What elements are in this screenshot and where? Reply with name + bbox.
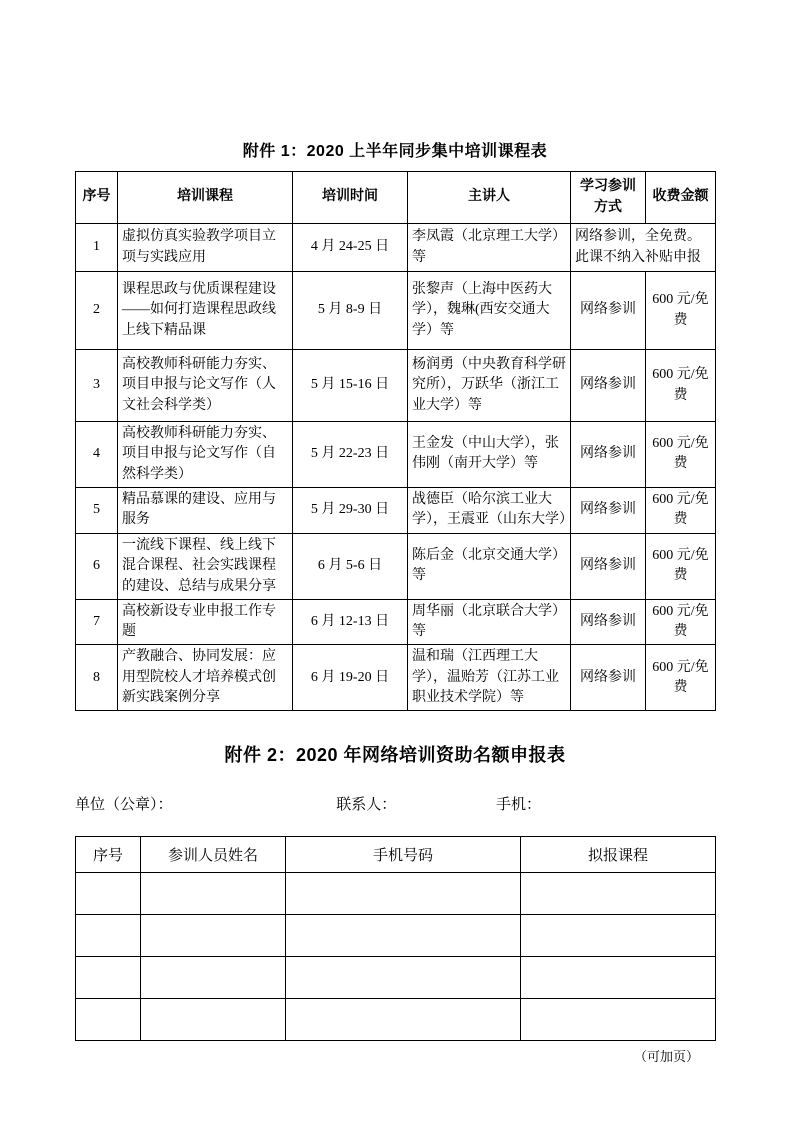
application-table-head: [76, 837, 716, 873]
application-empty-row: [76, 957, 716, 999]
course-row: [76, 224, 716, 272]
empty-phone-cell: [286, 873, 521, 915]
course-fee-cell: 600 元/免费: [646, 272, 716, 350]
course-method-cell: 网络参训: [571, 645, 646, 711]
course-method-cell: 网络参训: [571, 533, 646, 599]
course-method-cell: 网络参训: [571, 487, 646, 533]
apply-header-phone: 手机号码: [286, 837, 521, 873]
unit-seal-label: 单位（公章）：: [75, 797, 173, 814]
course-method-cell: 网络参训: [571, 422, 646, 488]
course-row: [76, 533, 716, 599]
course-speaker-cell: 杨润勇（中央教育科学研究所），万跃华（浙江工业大学）等: [408, 350, 571, 422]
course-speaker-cell: 周华丽（北京联合大学）等: [408, 599, 571, 645]
application-empty-row: [76, 915, 716, 957]
course-name-cell: 高校教师科研能力夯实、项目申报与论文写作（自然科学类）: [118, 422, 293, 488]
course-row: [76, 272, 716, 350]
header-no: 序号: [76, 172, 118, 224]
course-row: [76, 487, 716, 533]
empty-no-cell: [76, 999, 141, 1041]
application-table: [75, 836, 716, 1041]
application-empty-row: [76, 873, 716, 915]
course-method-cell: 网络参训: [571, 272, 646, 350]
empty-name-cell: [141, 957, 286, 999]
header-method: 学习参训方式: [571, 172, 646, 224]
course-schedule-table: [75, 171, 716, 711]
empty-phone-cell: [286, 957, 521, 999]
empty-phone-cell: [286, 915, 521, 957]
empty-course-cell: [521, 915, 716, 957]
course-speaker-cell: 张黎声（上海中医药大学），魏琳(西安交通大学）等: [408, 272, 571, 350]
course-time-cell: 6 月 5-6 日: [293, 533, 408, 599]
application-header-row: [76, 837, 716, 873]
header-speaker: 主讲人: [408, 172, 571, 224]
course-method-cell: 网络参训: [571, 350, 646, 422]
course-fee-cell: 600 元/免费: [646, 487, 716, 533]
course-speaker-cell: 战德臣（哈尔滨工业大学），王震亚（山东大学）: [408, 487, 571, 533]
empty-no-cell: [76, 873, 141, 915]
course-no-cell: 3: [76, 350, 118, 422]
empty-name-cell: [141, 873, 286, 915]
course-no-cell: 8: [76, 645, 118, 711]
empty-course-cell: [521, 999, 716, 1041]
empty-no-cell: [76, 957, 141, 999]
apply-header-name: 参训人员姓名: [141, 837, 286, 873]
course-no-cell: 2: [76, 272, 118, 350]
course-fee-cell: 600 元/免费: [646, 422, 716, 488]
course-method-cell: 网络参训: [571, 599, 646, 645]
attachment2-title: 附件 2：2020 年网络培训资助名额申报表: [224, 745, 566, 766]
application-table-body: [76, 873, 716, 1041]
course-name-cell: 精品慕课的建设、应用与服务: [118, 487, 293, 533]
course-fee-cell: 600 元/免费: [646, 599, 716, 645]
course-time-cell: 4 月 24-25 日: [293, 224, 408, 272]
course-row: [76, 422, 716, 488]
course-name-cell: 高校新设专业申报工作专题: [118, 599, 293, 645]
header-course: 培训课程: [118, 172, 293, 224]
course-row: [76, 350, 716, 422]
header-time: 培训时间: [293, 172, 408, 224]
course-time-cell: 5 月 8-9 日: [293, 272, 408, 350]
empty-no-cell: [76, 915, 141, 957]
add-page-note: （可加页）: [633, 1049, 699, 1065]
course-table-body: [76, 224, 716, 711]
course-fee-cell: 600 元/免费: [646, 645, 716, 711]
course-name-cell: 虚拟仿真实验教学项目立项与实践应用: [118, 224, 293, 272]
header-fee: 收费金额: [646, 172, 716, 224]
course-note-cell: 网络参训，全免费。此课不纳入补贴申报: [571, 224, 716, 272]
empty-name-cell: [141, 915, 286, 957]
course-time-cell: 6 月 19-20 日: [293, 645, 408, 711]
application-empty-row: [76, 999, 716, 1041]
course-time-cell: 5 月 15-16 日: [293, 350, 408, 422]
course-name-cell: 课程思政与优质课程建设——如何打造课程思政线上线下精品课: [118, 272, 293, 350]
course-name-cell: 产教融合、协同发展：应用型院校人才培养模式创新实践案例分享: [118, 645, 293, 711]
empty-course-cell: [521, 873, 716, 915]
course-no-cell: 7: [76, 599, 118, 645]
course-speaker-cell: 王金发（中山大学），张伟刚（南开大学）等: [408, 422, 571, 488]
empty-course-cell: [521, 957, 716, 999]
course-speaker-cell: 李凤霞（北京理工大学）等: [408, 224, 571, 272]
course-row: [76, 599, 716, 645]
empty-phone-cell: [286, 999, 521, 1041]
course-table-header-row: [76, 172, 716, 224]
apply-header-no: 序号: [76, 837, 141, 873]
course-table-head: [76, 172, 716, 224]
course-name-cell: 一流线下课程、线上线下混合课程、社会实践课程的建设、总结与成果分享: [118, 533, 293, 599]
attachment1-title: 附件 1：2020 上半年同步集中培训课程表: [242, 143, 548, 160]
info-line: [75, 793, 715, 814]
course-speaker-cell: 温和瑞（江西理工大学），温贻芳（江苏工业职业技术学院）等: [408, 645, 571, 711]
course-time-cell: 6 月 12-13 日: [293, 599, 408, 645]
course-no-cell: 1: [76, 224, 118, 272]
course-speaker-cell: 陈后金（北京交通大学）等: [408, 533, 571, 599]
course-time-cell: 5 月 22-23 日: [293, 422, 408, 488]
course-no-cell: 4: [76, 422, 118, 488]
course-fee-cell: 600 元/免费: [646, 533, 716, 599]
course-no-cell: 6: [76, 533, 118, 599]
contact-label: 联系人：: [336, 797, 397, 814]
course-name-cell: 高校教师科研能力夯实、项目申报与论文写作（人文社会科学类）: [118, 350, 293, 422]
course-time-cell: 5 月 29-30 日: [293, 487, 408, 533]
course-no-cell: 5: [76, 487, 118, 533]
empty-name-cell: [141, 999, 286, 1041]
course-row: [76, 645, 716, 711]
course-fee-cell: 600 元/免费: [646, 350, 716, 422]
phone-label: 手机：: [496, 797, 542, 814]
apply-header-course: 拟报课程: [521, 837, 716, 873]
